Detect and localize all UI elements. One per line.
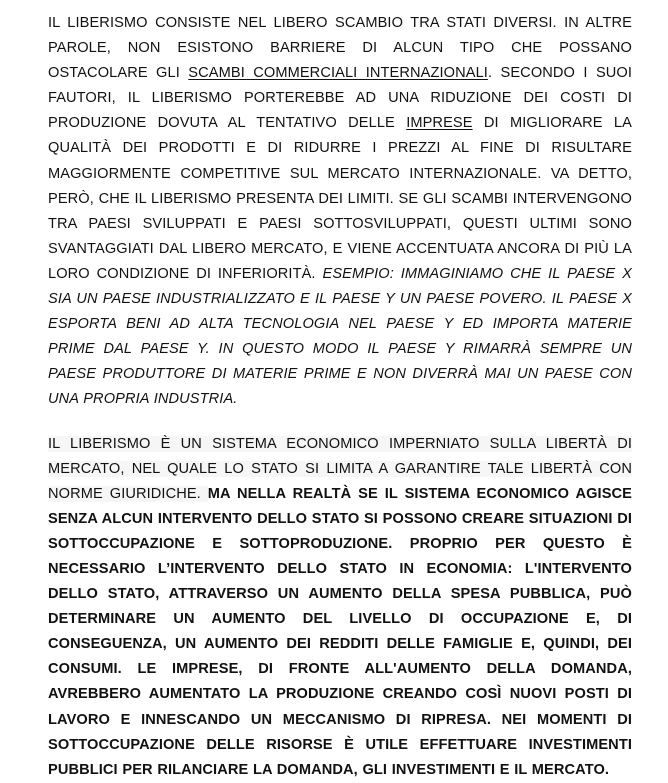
link-scambi-commerciali[interactable]: SCAMBI COMMERCIALI INTERNAZIONALI: [188, 65, 488, 82]
paragraph2-text-plain: IL LIBERISMO È UN SISTEMA ECONOMICO IMPERNIATO SULLA LIBERTÀ DI MERCATO, NEL QUALE LO STATO SI LIMITA A GARANTIRE TALE LIBERTÀ CON NORME GIURIDICHE.: [48, 435, 632, 502]
paragraph2-text-bold: MA NELLA REALTÀ SE IL SISTEMA ECONOMICO AGISCE SENZA ALCUN INTERVENTO DELLO STATO SI POSSONO CREARE SITUAZIONI DI SOTTOCCUPAZIONE E SOTTOPRODUZIONE. PROPRIO PER QUESTO È NECESSARIO L’INTERVENTO DELLO STATO IN ECONOMIA: L'INTERVENTO DELLO STATO, ATTRAVERSO UN AUMENTO DELLA SPESA PUBBLICA, PUÒ DETERMINARE UN AUMENTO DEL LIVELLO DI OCCUPAZIONE E, DI CONSEGUENZA, UN AUMENTO DEI REDDITI DELLE FAMIGLIE E, QUINDI, DEI CONSUMI. LE IMPRESE, DI FRONTE ALL'AUMENTO DELLA DOMANDA, AVREBBERO AUMENTATO LA PRODUZIONE CREANDO COSÌ NUOVI POSTI DI LAVORO E INNESCANDO UN MECCANISMO DI RIPRESA. NEI MOMENTI DI SOTTOCCUPAZIONE DELLE RISORSE È UTILE EFFETTUARE INVESTIMENTI PUBBLICI PER RILANCIARE LA DOMANDA, GLI INVESTIMENTI E IL MERCATO.: [48, 485, 632, 778]
link-imprese[interactable]: IMPRESE: [406, 115, 473, 132]
paragraph1-text-c: DI MIGLIORARE LA QUALITÀ DEI PRODOTTI E DI RIDURRE I PREZZI AL FINE DI RISULTARE MAGGIORMENTE COMPETITIVE SUL MERCATO INTERNAZIONALE. VA DETTO, PERÒ, CHE IL LIBERISMO PRESENTA DEI LIMITI. SE GLI SCAMBI INTERVENGONO TRA PAESI SVILUPPATI E PAESI SOTTOSVILUPPATI, QUESTI ULTIMI SONO SVANTAGGIATI DAL LIBERO MERCATO, E VIENE ACCENTUATA ANCORA DI PIÙ LA LORO CONDIZIONE DI INFERIORITÀ.: [48, 115, 632, 282]
paragraph-liberismo-definition: [48, 11, 632, 413]
paragraph1-text-a: IL LIBERISMO CONSISTE NEL LIBERO SCAMBIO TRA STATI DIVERSI. IN ALTRE PAROLE, NON ESISTONO BARRIERE DI ALCUN TIPO CHE POSSANO OSTACOLARE GLI: [48, 15, 632, 82]
paragraph1-text-b: . SECONDO I SUOI FAUTORI, IL LIBERISMO PORTEREBBE AD UNA RIDUZIONE DEI COSTI DI PRODUZIONE DOVUTA AL TENTATIVO DELLE: [48, 65, 633, 132]
paragraph1-example: ESEMPIO: IMMAGINIAMO CHE IL PAESE X SIA UN PAESE INDUSTRIALIZZATO E IL PAESE Y UN PAESE POVERO. IL PAESE X ESPORTA BENI AD ALTA TECNOLOGIA NEL PAESE Y ED IMPORTA MATERIE PRIME DAL PAESE Y. IN QUESTO MODO IL PAESE Y RIMARRÀ SEMPRE UN PAESE PRODUTTORE DI MATERIE PRIME E NON DIVERRÀ MAI UN PAESE CON UNA PROPRIA INDUSTRIA.: [48, 265, 632, 408]
paragraph-intervento-stato: [48, 432, 632, 783]
